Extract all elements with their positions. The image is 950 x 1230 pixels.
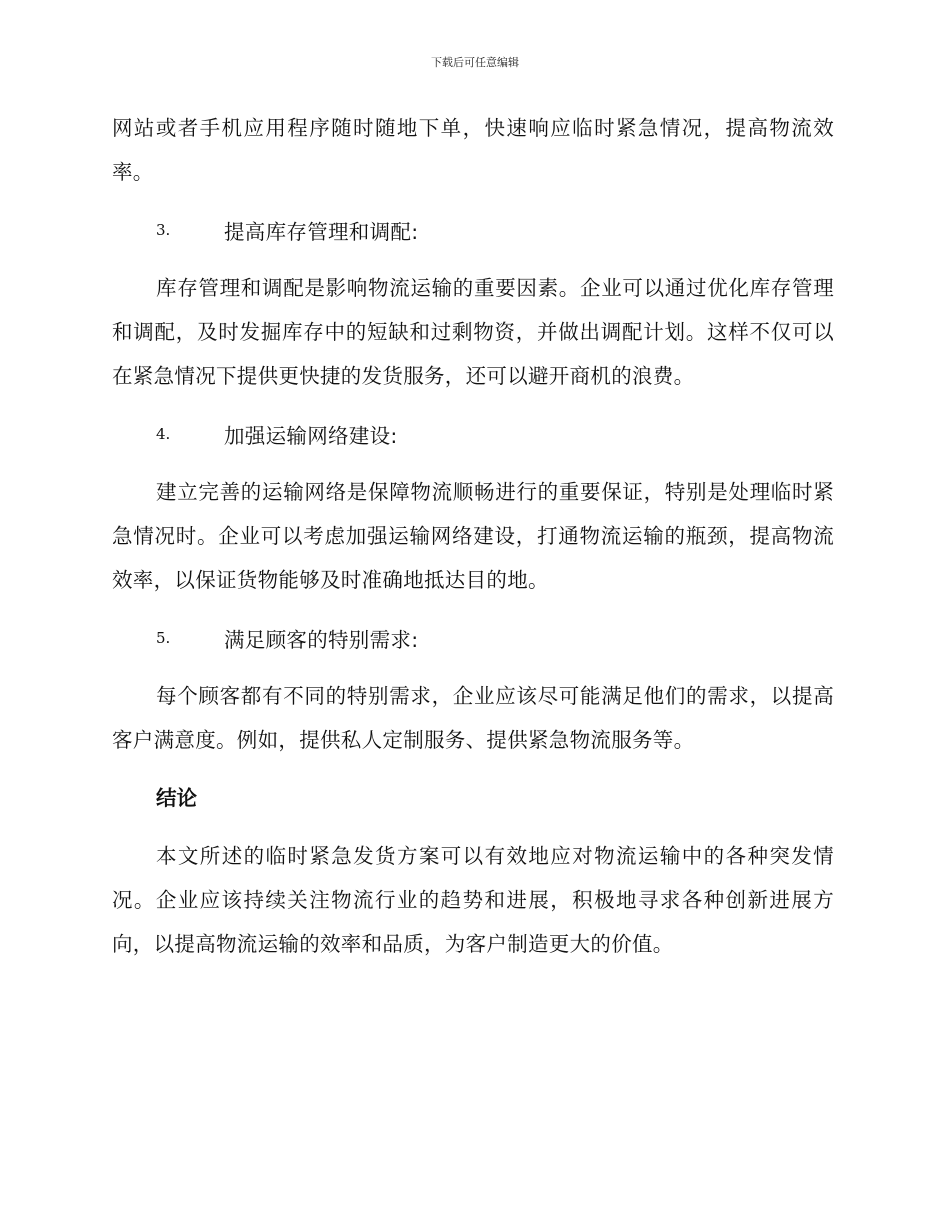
list-item-title: 加强运输网络建设:: [224, 424, 398, 448]
list-item-3: [112, 208, 834, 252]
list-item-5: [112, 616, 834, 660]
paragraph-continuation: 网站或者手机应用程序随时随地下单，快速响应临时紧急情况，提高物流效率。: [112, 116, 834, 184]
paragraph-customer: 每个顾客都有不同的特别需求，企业应该尽可能满足他们的需求，以提高客户满意度。例如，提供私人定制服务、提供紧急物流服务等。: [112, 684, 834, 752]
page-header: 下载后可任意编辑: [431, 56, 519, 69]
list-item-title: 提高库存管理和调配:: [224, 220, 419, 244]
list-item-number: 5.: [156, 629, 171, 647]
document-body: [112, 106, 834, 980]
paragraph-conclusion: 本文所述的临时紧急发货方案可以有效地应对物流运输中的各种突发情况。企业应该持续关注物流行业的趋势和进展，积极地寻求各种创新进展方向，以提高物流运输的效率和品质，为客户制造更大的价值。: [112, 844, 834, 956]
list-item-number: 4.: [156, 425, 171, 443]
paragraph-inventory: 库存管理和调配是影响物流运输的重要因素。企业可以通过优化库存管理和调配，及时发掘库存中的短缺和过剩物资，并做出调配计划。这样不仅可以在紧急情况下提供更快捷的发货服务，还可以避开商机的浪费。: [112, 276, 834, 388]
paragraph-network: 建立完善的运输网络是保障物流顺畅进行的重要保证，特别是处理临时紧急情况时。企业可以考虑加强运输网络建设，打通物流运输的瓶颈，提高物流效率，以保证货物能够及时准确地抵达目的地。: [112, 480, 834, 592]
list-item-title: 满足顾客的特别需求:: [224, 628, 419, 652]
conclusion-heading: 结论: [156, 786, 197, 810]
list-item-number: 3.: [156, 221, 171, 239]
list-item-4: [112, 412, 834, 456]
